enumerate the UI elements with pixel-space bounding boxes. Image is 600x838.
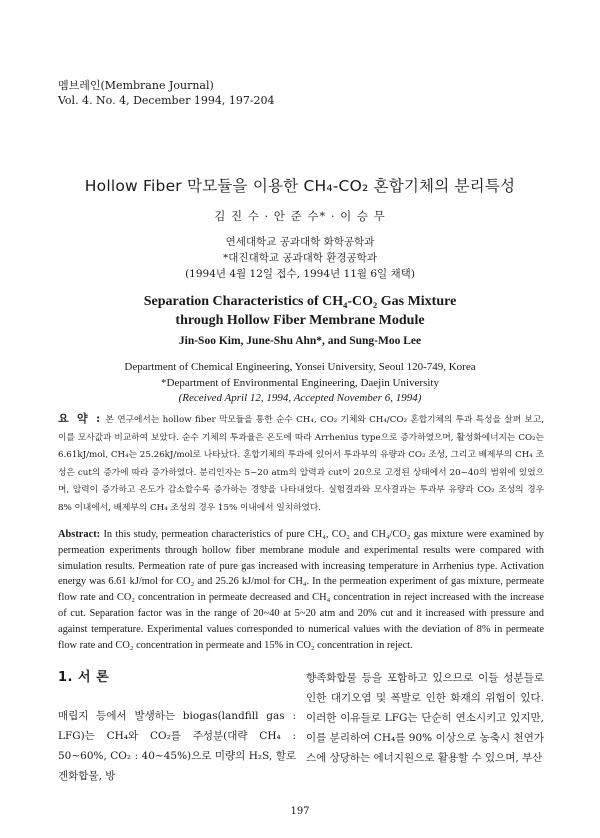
abstract-en-label: Abstract:	[58, 529, 101, 540]
body-text-right: 향족화합물 등을 포함하고 있으므로 이들 성분들로 인한 대기오염 및 폭발로 인한 화재의 위험이 있다. 이러한 이유들로 LFG는 단순히 연소시키고 있지만, 이를 분리하여 CH₄를 90% 이상으로 농축시 천연가스에 상당하는 에너지원으로 활용할 수 있으며, 부산	[306, 672, 544, 764]
page-number: 197	[290, 806, 310, 817]
title-en-line-2: through Hollow Fiber Membrane Module	[175, 313, 425, 328]
journal-volume: Vol. 4. No. 4, December 1994, 197-204	[58, 94, 275, 107]
received-date-ko: (1994년 4월 12일 접수, 1994년 11월 6일 채택)	[185, 268, 415, 280]
title-korean: Hollow Fiber 막모듈을 이용한 CH₄-CO₂ 혼합기체의 분리특성	[84, 177, 516, 195]
journal-name: 멤브레인(Membrane Journal)	[58, 79, 214, 92]
affiliation-ko-2: *대진대학교 공과대학 환경공학과	[223, 252, 377, 264]
abstract-ko-label: 요 약 :	[58, 412, 103, 425]
journal-header	[58, 78, 275, 108]
section-heading: 1. 서 론	[58, 670, 110, 685]
abstract-korean	[58, 410, 544, 518]
abstract-ko-text: 본 연구에서는 hollow fiber 막모듈을 통한 순수 CH₄, CO₂ 기체와 CH₄/CO₂ 혼합기체의 투과 특성을 살펴 보고, 이를 모사값과 비교하여 보았다. 순수 기체의 투과율은 온도에 따라 Arrhenius type으로 증가하였으며, 활성화에너지는 CO₂는 6.61kJ/mol, CH₄는 25.26kJ/mol로 나타났다. 혼합기체의 투과에 있어서 투과부의 유량과 CO₂ 조성, 그리고 배제부의 CH₄ 조성은 cut의 증가에 따라 증가하였다. 분리인자는 5~20 atm의 압력과 cut이 20으로 고정된 상태에서 20~40의 범위에 있었으며, 압력이 증가하고 온도가 감소할수록 증가하는 경향을 나타내었다. 실험결과와 모사결과는 투과부 유량과 CO₂ 조성의 경우 8% 이내에서, 배제부의 CH₄ 조성의 경우 15% 이내에서 일치하였다.	[58, 415, 544, 513]
body-text-left: 매립지 등에서 발생하는 biogas(landfill gas : LFG)는 CH₄와 CO₂를 주성분(대략 CH₄ : 50~60%, CO₂ : 40~45%)으로 미량의 H₂S, 할로겐화합물, 방	[58, 710, 296, 782]
affiliation-en-1: Department of Chemical Engineering, Yonsei University, Seoul 120-749, Korea	[124, 361, 476, 373]
abstract-en-text: In this study, permeation characteristics of pure CH₄, CO₂ and CH₄/CO₂ gas mixture were examined by permeation experiments through hollow fiber membrane module and experimental results were compared with simulation results. Permeation rate of pure gas increased with increasing temperature in Arrhenius type. Activation energy was 6.61 kJ/mol for CO₂ and 25.26 kJ/mol for CH₄. In the permeation experiment of gas mixture, permeate flow rate and CO₂ concentration in permeate decreased and CH₄ concentration in reject increased with the increase of cut. Separation factor was in the range of 20~40 at 5~20 atm and 20% cut and it increased with pressure and against temperature. Experimental values corresponded to numerical values with the deviation of 8% in permeate flow rate and CO₂ concentration in permeate and 15% in CO₂ concentration in reject.	[58, 529, 544, 651]
affiliations-korean	[0, 234, 600, 282]
affiliation-ko-1: 연세대학교 공과대학 화학공학과	[225, 236, 375, 248]
authors-english: Jin-Soo Kim, June-Shu Ahn*, and Sung-Moo Lee	[178, 335, 422, 347]
title-en-line-1: Separation Characteristics of CH₄-CO₂ Gas Mixture	[143, 294, 457, 309]
affiliation-en-2: *Department of Environmental Engineering, Daejin University	[161, 376, 439, 389]
received-date-en: (Received April 12, 1994, Accepted November 6, 1994)	[178, 392, 422, 404]
title-english	[0, 292, 600, 330]
body-column-right	[306, 668, 544, 768]
affiliations-english	[0, 360, 600, 407]
body-column-left	[58, 668, 296, 786]
abstract-english	[58, 527, 544, 653]
authors-korean: 김 진 수 · 안 준 수* · 이 승 무	[214, 209, 386, 223]
